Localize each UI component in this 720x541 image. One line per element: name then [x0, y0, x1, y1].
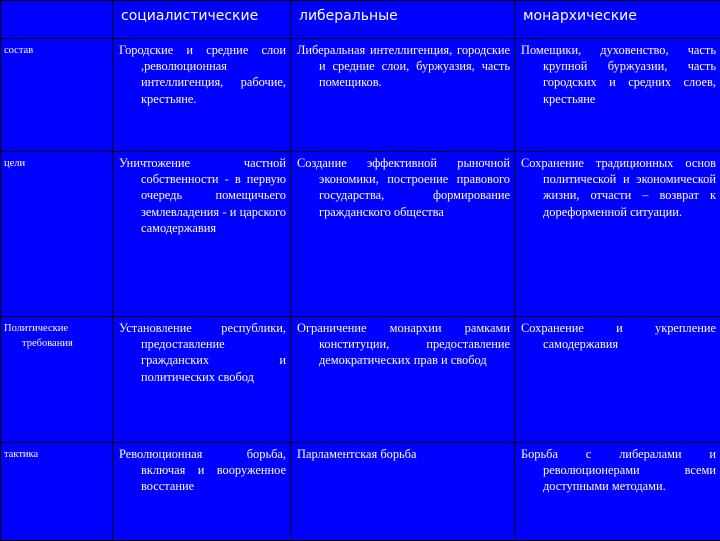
header-socialist: социалистические	[113, 1, 291, 39]
cell-text: Сохранение и укрепление самодержавия	[521, 320, 716, 352]
cell-demands-liberal	[291, 317, 515, 443]
row-label-composition	[1, 39, 113, 152]
cell-composition-liberal	[291, 39, 515, 152]
cell-text: Уничтожение частной собственности - в первую очередь помещичьего землевладения - и царского самодержавия	[119, 155, 286, 236]
row-label-tactics	[1, 443, 113, 541]
cell-composition-socialist	[113, 39, 291, 152]
row-label-political-demands	[1, 317, 113, 443]
cell-text: Помещики, духовенство, часть крупной буржуазии, часть городских и средних слоев, крестьяне	[521, 42, 716, 107]
row-label-goals	[1, 152, 113, 317]
cell-tactics-monarchist	[515, 443, 720, 541]
cell-text: Либеральная интеллигенция, городские и средние слои, буржуазия, часть помещиков.	[297, 42, 510, 91]
cell-text: Ограничение монархии рамками конституции, предоставление демократических прав и свобод	[297, 320, 510, 369]
row-label-text: Политические	[4, 323, 68, 334]
cell-tactics-socialist	[113, 443, 291, 541]
cell-text: Парламентская борьба	[297, 446, 510, 462]
cell-demands-socialist	[113, 317, 291, 443]
table-row-political-demands	[1, 317, 720, 443]
corner-cell	[1, 1, 113, 39]
header-liberal: либеральные	[291, 1, 515, 39]
cell-demands-monarchist	[515, 317, 720, 443]
header-monarchist: монархические	[515, 1, 720, 39]
cell-composition-monarchist	[515, 39, 720, 152]
cell-goals-monarchist	[515, 152, 720, 317]
table-row-composition	[1, 39, 720, 152]
row-label-text: тактика	[4, 449, 38, 460]
cell-goals-liberal	[291, 152, 515, 317]
cell-goals-socialist	[113, 152, 291, 317]
cell-text: Революционная борьба, включая и вооруженное восстание	[119, 446, 286, 495]
cell-text: Сохранение традиционных основ политической и экономической жизни, отчасти – возврат к дореформенной ситуации.	[521, 155, 716, 220]
cell-tactics-liberal	[291, 443, 515, 541]
row-label-text: цели	[4, 158, 25, 169]
cell-text: Борьба с либералами и революционерами всеми доступными методами.	[521, 446, 716, 495]
cell-text: Создание эффективной рыночной экономики, построение правового государства, формирование гражданского общества	[297, 155, 510, 220]
row-label-text: состав	[4, 45, 33, 56]
cell-text: Городские и средние слои ,революционная интеллигенция, рабочие, крестьяне.	[119, 42, 286, 107]
cell-text: Установление республики, предоставление гражданских и политических свобод	[119, 320, 286, 385]
row-label-text: требования	[4, 336, 112, 351]
header-row	[1, 1, 720, 39]
table-row-tactics	[1, 443, 720, 541]
table-row-goals	[1, 152, 720, 317]
